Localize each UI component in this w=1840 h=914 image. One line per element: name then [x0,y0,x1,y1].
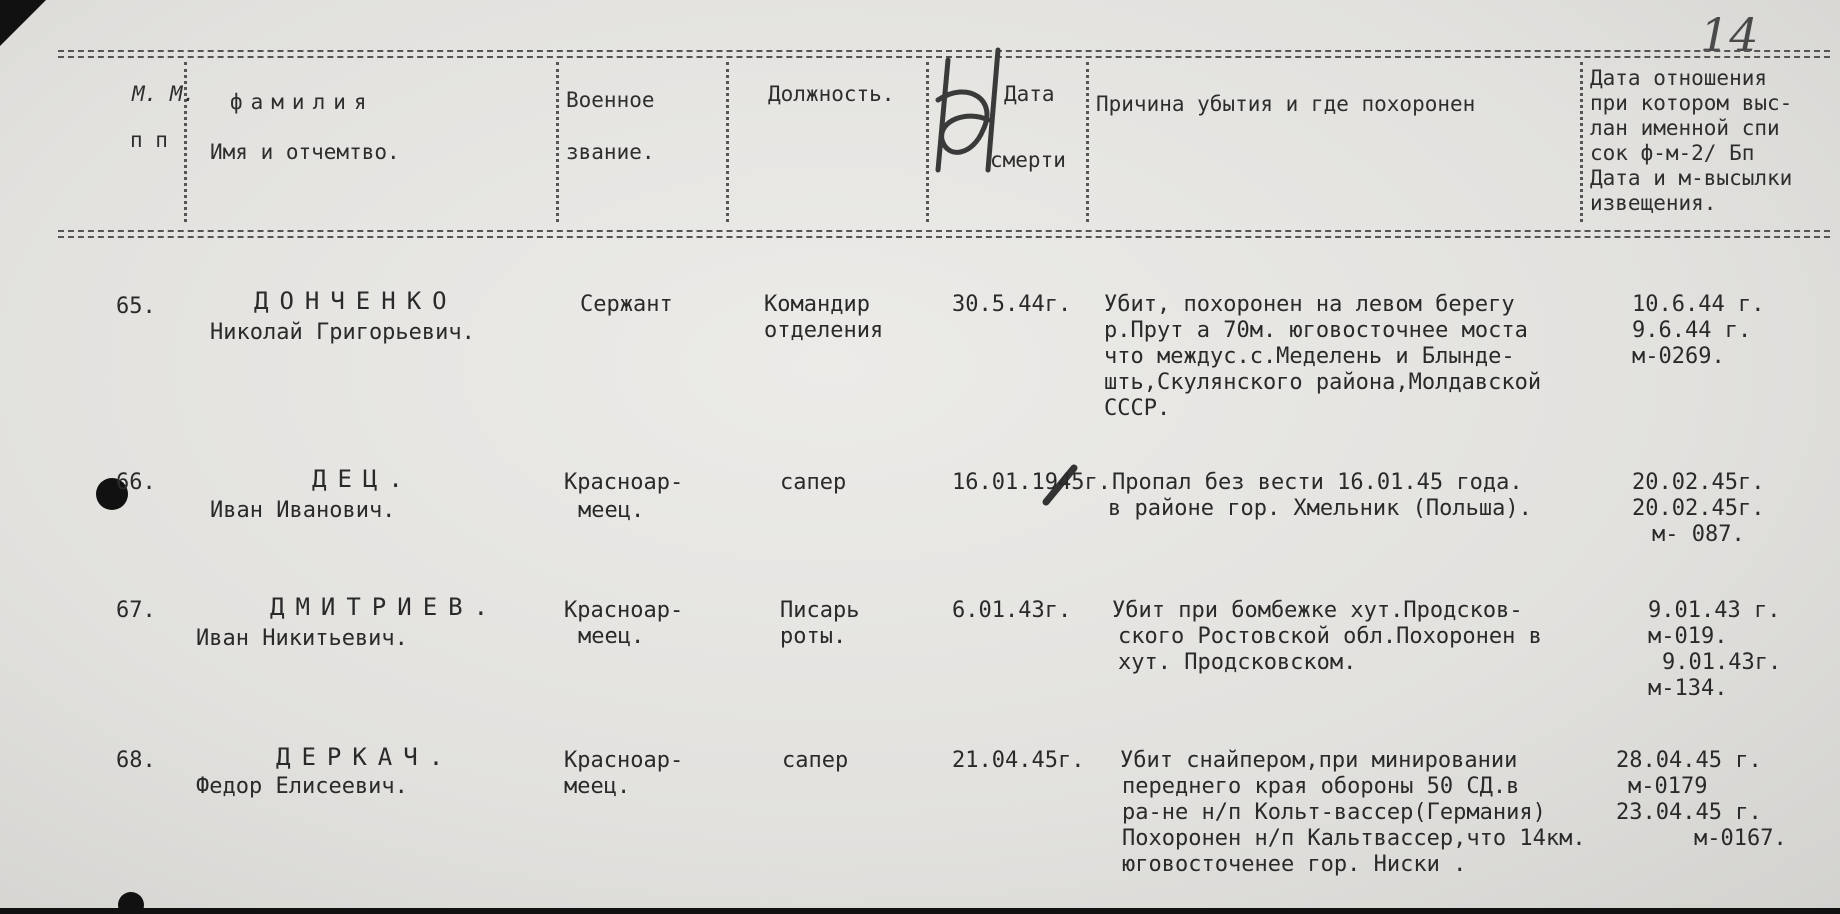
row-report-line: 10.6.44 г. [1632,292,1765,317]
row-surname: ДЕЦ. [312,465,414,493]
row-rank-line: Красноар- [564,470,684,495]
row-report-line: 28.04.45 г. [1616,748,1762,773]
page-number: 14 [1700,8,1759,62]
row-rank-line: меец. [578,498,645,523]
column-separator [726,62,733,222]
row-cause-line: Убит при бомбежке хут.Продсков- [1112,598,1523,623]
row-report-line: м- 087. [1652,522,1745,547]
row-report-line: 9.6.44 г. [1632,318,1752,343]
header-rank-line2: звание. [566,140,655,164]
row-report-line: 9.01.43 г. [1648,598,1781,623]
header-name-patronymic: Имя и отчемтво. [210,140,400,164]
row-date: 21.04.45г. [952,748,1085,773]
header-position: Должность. [768,82,895,106]
row-name: Федор Елисеевич. [196,774,408,799]
header-report-line2: при котором выс- [1590,91,1793,115]
row-number: 65. [116,294,156,319]
row-cause-line: ССCР. [1104,396,1171,421]
row-position-line: Командир [764,292,870,317]
header-no-line1: М. М. [132,82,196,106]
row-name: Николай Григорьевич. [210,320,475,345]
header-rank-line1: Военное [566,88,655,112]
row-position-line: сапер [782,748,849,773]
row-rank-line: Красноар- [564,748,684,773]
row-cause-line: ра-не н/п Кольт-вассер(Германия) [1122,800,1546,825]
scan-corner-shadow [0,0,46,46]
row-cause-line: Пропал без вести 16.01.45 года. [1112,470,1523,495]
row-cause-line: Убит снайпером,при минировании [1120,748,1518,773]
row-cause-line: хут. Продсковском. [1118,650,1357,675]
row-rank: Сержант [580,292,673,317]
row-surname: ДМИТРИЕВ. [270,593,500,621]
header-date-line2: смерти [990,148,1066,172]
column-separator [1580,62,1587,222]
row-report-line: м-0167. [1694,826,1787,851]
row-cause-line: р.Прут а 70м. юговосточнее моста [1104,318,1528,343]
row-cause-line: ского Ростовской обл.Похоронен в [1118,624,1542,649]
row-cause-line: Похоронен н/п Кальтвассер,что 14км. [1122,826,1586,851]
row-surname: ДОНЧЕНКО [254,287,458,315]
header-no-line2: п п [130,128,168,152]
header-date-line1: Дата [1004,82,1055,106]
row-cause-line: юговосточенее гор. Ниски . [1122,852,1467,877]
row-report-line: 9.01.43г. [1662,650,1782,675]
row-cause-line: шть,Скулянского района,Молдавской [1104,370,1542,395]
row-report-line: 20.02.45г. [1632,470,1765,495]
row-number: 66. [116,470,156,495]
row-rank-line: Красноар- [564,598,684,623]
ink-mark-icon [928,40,1008,180]
row-name: Иван Иванович. [210,498,396,523]
row-number: 68. [116,748,156,773]
row-position-line: роты. [780,624,847,649]
row-position-line: Писарь [780,598,860,623]
row-report-line: 23.04.45 г. [1616,800,1762,825]
header-report-line6: извещения. [1590,191,1717,215]
row-date: 6.01.43г. [952,598,1072,623]
header-report-line4: сок ф-м-2/ Бп [1590,141,1755,165]
header-report-line5: Дата и м-высылки [1590,166,1793,190]
row-surname: ДЕРКАЧ. [276,743,455,771]
row-number: 67. [116,598,156,623]
row-report-line: м-019. [1648,624,1728,649]
column-separator [1086,62,1093,222]
punch-hole [118,892,144,914]
row-position-line: сапер [780,470,847,495]
scan-bottom-edge [0,908,1840,914]
row-name: Иван Никитьевич. [196,626,408,651]
row-rank-line: меец. [578,624,645,649]
row-report-line: м-134. [1648,676,1728,701]
header-report-line3: лан именной спи [1590,116,1780,140]
row-cause-line: в районе гор. Хмельник (Польша). [1108,496,1532,521]
column-separator [556,62,563,222]
header-surname: фамилия [230,90,375,114]
row-report-line: м-0269. [1632,344,1725,369]
row-cause-line: переднего края обороны 50 СД.в [1122,774,1520,799]
row-rank-line: меец. [564,774,631,799]
row-date: 16.01.1945г. [952,470,1111,495]
header-bottom-rule [58,230,1830,238]
header-report-line1: Дата отношения [1590,66,1768,90]
row-position-line: отделения [764,318,884,343]
row-report-line: 20.02.45г. [1632,496,1765,521]
row-date: 30.5.44г. [952,292,1072,317]
header-cause: Причина убытия и где похоронен [1096,92,1476,116]
row-report-line: м-0179 [1628,774,1708,799]
row-cause-line: что междус.с.Меделень и Блынде- [1104,344,1515,369]
row-cause-line: Убит, похоронен на левом берегу [1104,292,1515,317]
